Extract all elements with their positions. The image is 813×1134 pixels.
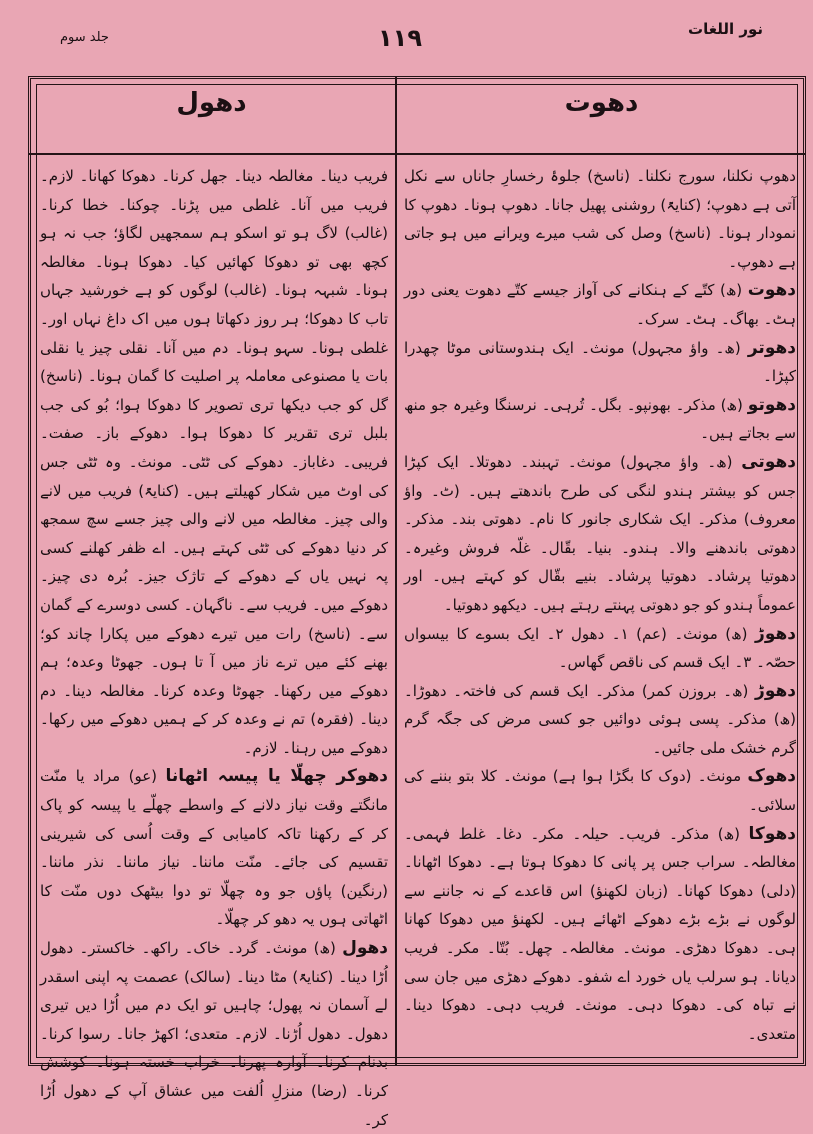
dictionary-entry [404, 162, 796, 276]
entry-headword: دھوڑ [755, 623, 796, 644]
dictionary-entry [404, 762, 796, 819]
column-divider [395, 76, 397, 1066]
entry-headword: دھوکا [748, 823, 796, 844]
entry-text: (ھ۔ بروزن کمر) مذکر۔ ایک قسم کی فاختہ۔ دھوڑا۔ (ھ) مذکر۔ پسی ہوئی دوائیں جو کسی مرض کی جگہ گرم گرم خشک ملی جائیں۔ [404, 681, 796, 757]
entry-text: (ھ۔ واؤ مجہول) مونث۔ تہبند۔ دھوتلا۔ ایک کپڑا جس کو بیشتر ہندو لنگی کی طرح باندھتے ہیں۔ (ٹ۔ واؤ معروف) مذکر۔ ایک شکاری جانور کا نام۔ دھوتی بند۔ مذکر۔ دھوتی باندھنے والا۔ ہندو۔ بنیا۔ بقّال۔ غلّہ فروش وغیرہ۔ دھوتیا پرشاد۔ دھوتیا پرشاد۔ بنیے بقّال کو کہتے ہیں۔ اور عموماً ہندو کو جو دھوتی پہنتے رہتے ہیں۔ دیکھو دھوتیا۔ [404, 452, 796, 614]
volume-label: جلد سوم [60, 30, 109, 45]
entry-headword: دھوڑ [755, 680, 796, 701]
entry-text: (ھ) مذکر۔ فریب۔ حیلہ۔ مکر۔ دغا۔ غلط فہمی۔ مغالطہ۔ سراب جس پر پانی کا دھوکا ہوتا ہے۔ دھوکا اٹھانا۔ (دلی) دھوکا کھانا۔ (زبان لکھنؤ) اس قاعدے کے نہ جاننے سے لوگوں نے بڑے بڑے دھوکے اٹھائے ہیں۔ لکھنؤ میں دھوکا کھانا ہی۔ دھوکا دھڑی۔ مونث۔ مغالطہ۔ چھل۔ بُتّا۔ مکر۔ فریب دیانا۔ ہو سرلب یاں خورد اے شفو۔ دھوکے دھڑی میں جان سی نے تباہ کی۔ دھوکا دہی۔ مونث۔ فریب دہی۔ دھوکا دینا۔ متعدی۔ [404, 824, 796, 1043]
dictionary-entry [40, 934, 388, 1134]
entry-headword: دھوکر چھلّا یا پیسہ اٹھانا [165, 766, 388, 787]
entry-headword: دھوتر [747, 337, 796, 358]
left-column-body [40, 162, 388, 1129]
entry-text: (ھ) مونث۔ گرد۔ خاک۔ راکھ۔ خاکستر۔ دھول اُڑا دینا۔ (کنایۃً) مٹا دینا۔ (سالک) عصمت پہ اپنی اسقدر لے آسمان نہ پھول؛ چاہیں تو ایک دم میں اُڑا دیں تیری دھول۔ دھول اُڑنا۔ لازم۔ متعدی؛ اکھڑ جانا۔ رسوا کرنا۔ بدنام کرنا۔ آوارہ پھرنا۔ خراب خستہ ہونا۔ کوشش کرنا۔ (رضا) منزلِ اُلفت میں عشاق آپ کے دھول اُڑا کر۔ [40, 939, 388, 1129]
entry-headword: دھوک [747, 766, 796, 787]
title-rule [28, 153, 806, 155]
entry-text: (ھ) مونث۔ (عم) ۱۔ دھول ۲۔ ایک بسوے کا بیسواں حصّہ۔ ۳۔ ایک قسم کی ناقص گھاس۔ [404, 624, 796, 672]
dictionary-entry [404, 276, 796, 333]
dictionary-entry [404, 620, 796, 677]
dictionary-entry [404, 677, 796, 763]
dictionary-entry [404, 334, 796, 391]
entry-text: (ھ) مذکر۔ بھونپو۔ بگل۔ تُرہی۔ نرسنگا وغیرہ جو منھ سے بجاتے ہیں۔ [404, 395, 796, 443]
page-number: ۱۱۹ [378, 24, 422, 52]
entry-headword: دھوتی [741, 451, 796, 472]
entry-text: (ھ) کتّے کے ہنکانے کی آواز جیسے کتّے دھوت یعنی دور ہٹ۔ بھاگ۔ ہٹ۔ سرک۔ [404, 281, 796, 328]
right-column-title: دھوت [564, 88, 639, 118]
dictionary-entry [40, 762, 388, 934]
dictionary-entry [404, 391, 796, 448]
book-title: نور اللغات [688, 20, 763, 38]
entry-headword: دھوتو [747, 394, 796, 415]
entry-text: (عو) مراد یا منّت مانگتے وقت نیاز دلانے کے واسطے چھلّے یا پیسہ کو پاک کر کے رکھنا تاکہ کامیابی کے وقت اُسی کی شیرینی تقسیم کی جائے۔ منّت ماننا۔ نیاز ماننا۔ نذر ماننا۔ (رنگین) پاؤں جو وہ چھلّا تو دوا بیٹھک دوں منّت کا اٹھاتی ہوں یہ دھو کر چھلّا۔ [40, 767, 388, 929]
entry-text: مونث۔ (دوک کا بگڑا ہوا ہے) مونث۔ کلا بتو بننے کی سلائی۔ [404, 767, 796, 815]
page-header [0, 0, 813, 60]
entry-text: فریب دینا۔ مغالطہ دینا۔ جھل کرنا۔ دھوکا کھانا۔ لازم۔ فریب میں آنا۔ غلطی میں پڑنا۔ چوکنا۔ خطا کرنا۔ (غالب) لاگ ہو تو اسکو ہم سمجھیں لگاؤ؛ جب نہ ہو کچھ بھی تو دھوکا کھائیں کیا۔ دھوکا ہونا۔ مغالطہ ہونا۔ شبہہ ہونا۔ (غالب) لوگوں کو ہے خورشید جہاں تاب کا دھوکا؛ ہر روز دکھاتا ہوں میں اک داغ نہاں اور۔ غلطی ہونا۔ سہو ہونا۔ دم میں آنا۔ نقلی چیز یا نقلی بات یا مصنوعی معاملہ پر اصلیت کا گمان ہونا۔ (ناسخ) گل کو جب دیکھا تری تصویر کا دھوکا ہوا؛ بُو کی جب بلبل تری تقریر کا دھوکا ہوا۔ دھوکے باز۔ صفت۔ فریبی۔ دغاباز۔ دھوکے کی ٹٹی۔ مونث۔ وہ ٹٹی جس کی اوٹ میں شکار کھیلتے ہیں۔ (کنایۃً) فریب میں لانے والی چیز۔ مغالطہ میں لانے والی چیز جسے سچ سمجھ کر دنیا دھوکے کی ٹٹی کہتے ہیں۔ اے ظفر کھلنے کسی پہ نہیں یاں کے دھوکے کے تاژک جیز۔ بُرہ دی چیز۔ دھوکے میں۔ فریب سے۔ ناگہان۔ کسی دوسرے کے گمان سے۔ (ناسخ) رات میں تیرے دھوکے میں پکارا چاند کو؛ بھنے کئے میں ترے ناز میں آ تا ہوں۔ جھوٹا وعدہ؛ ہم دھوکے میں رکھنا۔ جھوٹا وعدہ کرنا۔ مغالطہ دینا۔ دم دینا۔ (فقرہ) تم نے وعدہ کر کے ہمیں دھوکے میں رکھا۔ دھوکے میں رہنا۔ لازم۔ [40, 167, 388, 757]
left-column-title: دھول [176, 88, 247, 118]
entry-headword: دھوت [747, 280, 796, 301]
dictionary-entry [404, 820, 796, 1049]
dictionary-entry [40, 162, 388, 762]
dictionary-entry [404, 448, 796, 620]
entry-headword: دھول [342, 938, 388, 959]
entry-text: (ھ۔ واؤ مجہول) مونث۔ ایک ہندوستانی موٹا چھدرا کپڑا۔ [404, 338, 796, 386]
right-column-body [404, 162, 796, 1062]
entry-text: دھوپ نکلنا، سورج نکلنا۔ (ناسخ) جلوۂ رخسارِ جاناں سے نکل آتی ہے دھوپ؛ (کنایۃً) روشنی پھیل جانا۔ دھوپ ہونا۔ دھوپ کا نمودار ہونا۔ (ناسخ) وصل کی شب میرے ویرانے میں ہو جاتی ہے دھوپ۔ [404, 167, 796, 271]
